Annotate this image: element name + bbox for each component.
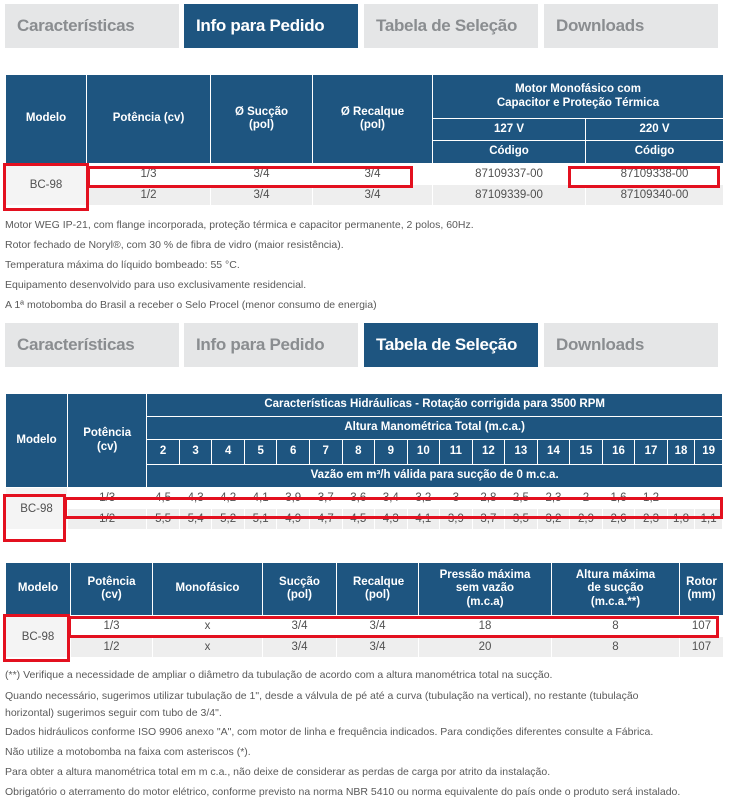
height-cell: 9 — [375, 440, 408, 465]
height-cell: 13 — [505, 440, 538, 465]
flow-cell: 3,9 — [277, 488, 310, 509]
flow-cell: 3,2 — [407, 488, 440, 509]
cell-pressao: 18 — [419, 616, 552, 637]
flow-cell: 4,3 — [375, 509, 408, 530]
tab-downloads[interactable]: Downloads — [544, 323, 718, 367]
flow-cell: 4,2 — [212, 488, 245, 509]
model-cell: BC-98 — [6, 488, 68, 530]
cell-recalque: 3/4 — [337, 637, 419, 658]
flow-cell: 3,4 — [375, 488, 408, 509]
table-row — [6, 616, 724, 637]
height-cell: 18 — [667, 440, 694, 465]
flow-cell: 2,3 — [537, 488, 570, 509]
header-succao: Ø Sucção (pol) — [211, 75, 313, 164]
flow-cell: 2 — [570, 488, 603, 509]
height-cell: 19 — [695, 440, 723, 465]
flow-cell: 4,1 — [244, 488, 277, 509]
flow-cell: 4,1 — [407, 509, 440, 530]
header-potencia: Potência (cv) — [87, 75, 211, 164]
header-127v: 127 V — [433, 119, 586, 141]
cell-code-127: 87109337-00 — [433, 164, 586, 185]
table-row — [6, 637, 724, 658]
cell-altura: 8 — [552, 616, 680, 637]
table-row — [6, 185, 724, 206]
header-succao: Sucção (pol) — [263, 563, 337, 616]
flow-cell: 3 — [440, 488, 473, 509]
header-modelo: Modelo — [6, 394, 68, 488]
flow-cell: 1,1 — [695, 509, 723, 530]
header-recalque: Ø Recalque (pol) — [313, 75, 433, 164]
cell-code-220: 87109338-00 — [586, 164, 724, 185]
flow-cell — [667, 488, 694, 509]
tab-tabela-selecao[interactable]: Tabela de Seleção — [364, 4, 538, 48]
cell-potencia: 1/3 — [71, 616, 153, 637]
cell-monofasico: x — [153, 637, 263, 658]
notes-top — [5, 215, 474, 315]
flow-cell: 1,8 — [667, 509, 694, 530]
header-modelo: Modelo — [6, 563, 71, 616]
flow-cell: 2,3 — [635, 509, 668, 530]
height-cell: 4 — [212, 440, 245, 465]
flow-cell: 5,1 — [244, 509, 277, 530]
flow-cell: 1,6 — [602, 488, 635, 509]
cell-succao: 3/4 — [211, 164, 313, 185]
tab-caracteristicas[interactable]: Características — [5, 4, 179, 48]
cell-potencia: 1/2 — [68, 509, 147, 530]
cell-potencia: 1/3 — [68, 488, 147, 509]
tab-caracteristicas[interactable]: Características — [5, 323, 179, 367]
height-cell: 11 — [440, 440, 473, 465]
height-cell: 2 — [147, 440, 180, 465]
note-line: Equipamento desenvolvido para uso exclusivamente residencial. — [5, 279, 307, 291]
note-line: Não utilize a motobomba na faixa com asteriscos (*). — [5, 746, 251, 758]
header-recalque: Recalque (pol) — [337, 563, 419, 616]
header-potencia: Potência (cv) — [68, 394, 147, 488]
note-line: Temperatura máxima do líquido bombeado: 55 °C. — [5, 259, 240, 271]
height-cell: 6 — [277, 440, 310, 465]
height-cell: 14 — [537, 440, 570, 465]
header-motor-line1: Motor Monofásico com — [515, 83, 641, 96]
cell-succao: 3/4 — [263, 616, 337, 637]
header-altura-succao: Altura máxima de sucção (m.c.a.**) — [552, 563, 680, 616]
flow-cell: 4,5 — [342, 509, 375, 530]
note-line: (**) Verifique a necessidade de ampliar o diâmetro da tubulação de acordo com a altura manométrica total na sucção. — [5, 669, 553, 681]
tab-downloads[interactable]: Downloads — [544, 4, 718, 48]
height-cell: 16 — [602, 440, 635, 465]
spec-table — [5, 562, 724, 658]
flow-cell: 3,5 — [505, 509, 538, 530]
header-pressao: Pressão máxima sem vazão (m.c.a) — [419, 563, 552, 616]
flow-cell: 5,4 — [179, 509, 212, 530]
header-altura: Altura Manométrica Total (m.c.a.) — [147, 417, 723, 440]
header-motor — [433, 75, 724, 119]
flow-cell — [695, 488, 723, 509]
cell-rotor: 107 — [680, 616, 724, 637]
note-line: Quando necessário, sugerimos utilizar tubulação de 1", desde a válvula de pé até a curva (tubulação na vertical), no restante (tubulação — [5, 690, 639, 702]
flow-cell: 2,5 — [505, 488, 538, 509]
flow-cell: 2,9 — [570, 509, 603, 530]
header-codigo-220: Código — [586, 141, 724, 164]
note-line: A 1ª motobomba do Brasil a receber o Selo Procel (menor consumo de energia) — [5, 299, 377, 311]
flow-cell: 5,5 — [147, 509, 180, 530]
cell-pressao: 20 — [419, 637, 552, 658]
cell-potencia: 1/2 — [71, 637, 153, 658]
header-motor-line2: Capacitor e Proteção Térmica — [496, 96, 660, 109]
flow-cell: 5,2 — [212, 509, 245, 530]
cell-rotor: 107 — [680, 637, 724, 658]
flow-cell: 3,9 — [440, 509, 473, 530]
tab-info-pedido[interactable]: Info para Pedido — [184, 323, 358, 367]
table-row — [6, 164, 724, 185]
cell-recalque: 3/4 — [313, 164, 433, 185]
flow-cell: 3,7 — [309, 488, 342, 509]
cell-code-220: 87109340-00 — [586, 185, 724, 206]
flow-cell: 4,7 — [309, 509, 342, 530]
flow-cell: 1,2 — [635, 488, 668, 509]
note-line: Motor WEG IP-21, com flange incorporada, proteção térmica e capacitor permanente, 2 polos, 60Hz. — [5, 219, 474, 231]
header-potencia: Potência (cv) — [71, 563, 153, 616]
flow-cell: 4,5 — [147, 488, 180, 509]
tab-bar-top — [0, 4, 730, 48]
notes-bottom — [5, 665, 725, 802]
flow-cell: 3,2 — [537, 509, 570, 530]
cell-recalque: 3/4 — [337, 616, 419, 637]
tab-tabela-selecao[interactable]: Tabela de Seleção — [364, 323, 538, 367]
cell-recalque: 3/4 — [313, 185, 433, 206]
cell-monofasico: x — [153, 616, 263, 637]
flow-cell: 4,3 — [179, 488, 212, 509]
tab-info-pedido[interactable]: Info para Pedido — [184, 4, 358, 48]
header-hydraulic-title: Características Hidráulicas - Rotação corrigida para 3500 RPM — [147, 394, 723, 417]
cell-succao: 3/4 — [211, 185, 313, 206]
header-rotor: Rotor (mm) — [680, 563, 724, 616]
note-line: horizontal) sugerimos seguir com tubo de 3/4". — [5, 707, 222, 719]
flow-cell: 2,8 — [472, 488, 505, 509]
cell-succao: 3/4 — [263, 637, 337, 658]
cell-potencia: 1/3 — [87, 164, 211, 185]
header-monofasico: Monofásico — [153, 563, 263, 616]
flow-cell: 2,6 — [602, 509, 635, 530]
tab-bar-mid — [0, 323, 730, 367]
note-line: Rotor fechado de Noryl®, com 30 % de fibra de vidro (maior resistência). — [5, 239, 344, 251]
height-cell: 17 — [635, 440, 668, 465]
header-modelo: Modelo — [6, 75, 87, 164]
header-vazao: Vazão em m³/h válida para sucção de 0 m.c.a. — [147, 465, 723, 488]
note-line: Obrigatório o aterramento do motor elétrico, conforme previsto na norma NBR 5410 ou norma equivalente do país onde o produto será instalado. — [5, 786, 681, 798]
table-row — [6, 509, 723, 530]
model-cell: BC-98 — [6, 164, 87, 206]
height-cell: 8 — [342, 440, 375, 465]
height-cell: 12 — [472, 440, 505, 465]
flow-cell: 4,9 — [277, 509, 310, 530]
flow-cell: 3,6 — [342, 488, 375, 509]
header-220v: 220 V — [586, 119, 724, 141]
selection-table — [5, 393, 723, 530]
model-cell: BC-98 — [6, 616, 71, 658]
cell-altura: 8 — [552, 637, 680, 658]
note-line: Dados hidráulicos conforme ISO 9906 anexo "A", com motor de linha e frequência indicados. Para condições diferentes consulte a Fábrica. — [5, 726, 654, 738]
height-cell: 10 — [407, 440, 440, 465]
header-codigo-127: Código — [433, 141, 586, 164]
note-line: Para obter a altura manométrica total em m c.a., não deixe de considerar as perdas de carga por atrito da instalação. — [5, 766, 551, 778]
order-info-table — [5, 74, 724, 206]
height-cell: 5 — [244, 440, 277, 465]
height-cell: 7 — [309, 440, 342, 465]
flow-cell: 3,7 — [472, 509, 505, 530]
height-cell: 3 — [179, 440, 212, 465]
cell-code-127: 87109339-00 — [433, 185, 586, 206]
cell-potencia: 1/2 — [87, 185, 211, 206]
height-cell: 15 — [570, 440, 603, 465]
table-row — [6, 488, 723, 509]
